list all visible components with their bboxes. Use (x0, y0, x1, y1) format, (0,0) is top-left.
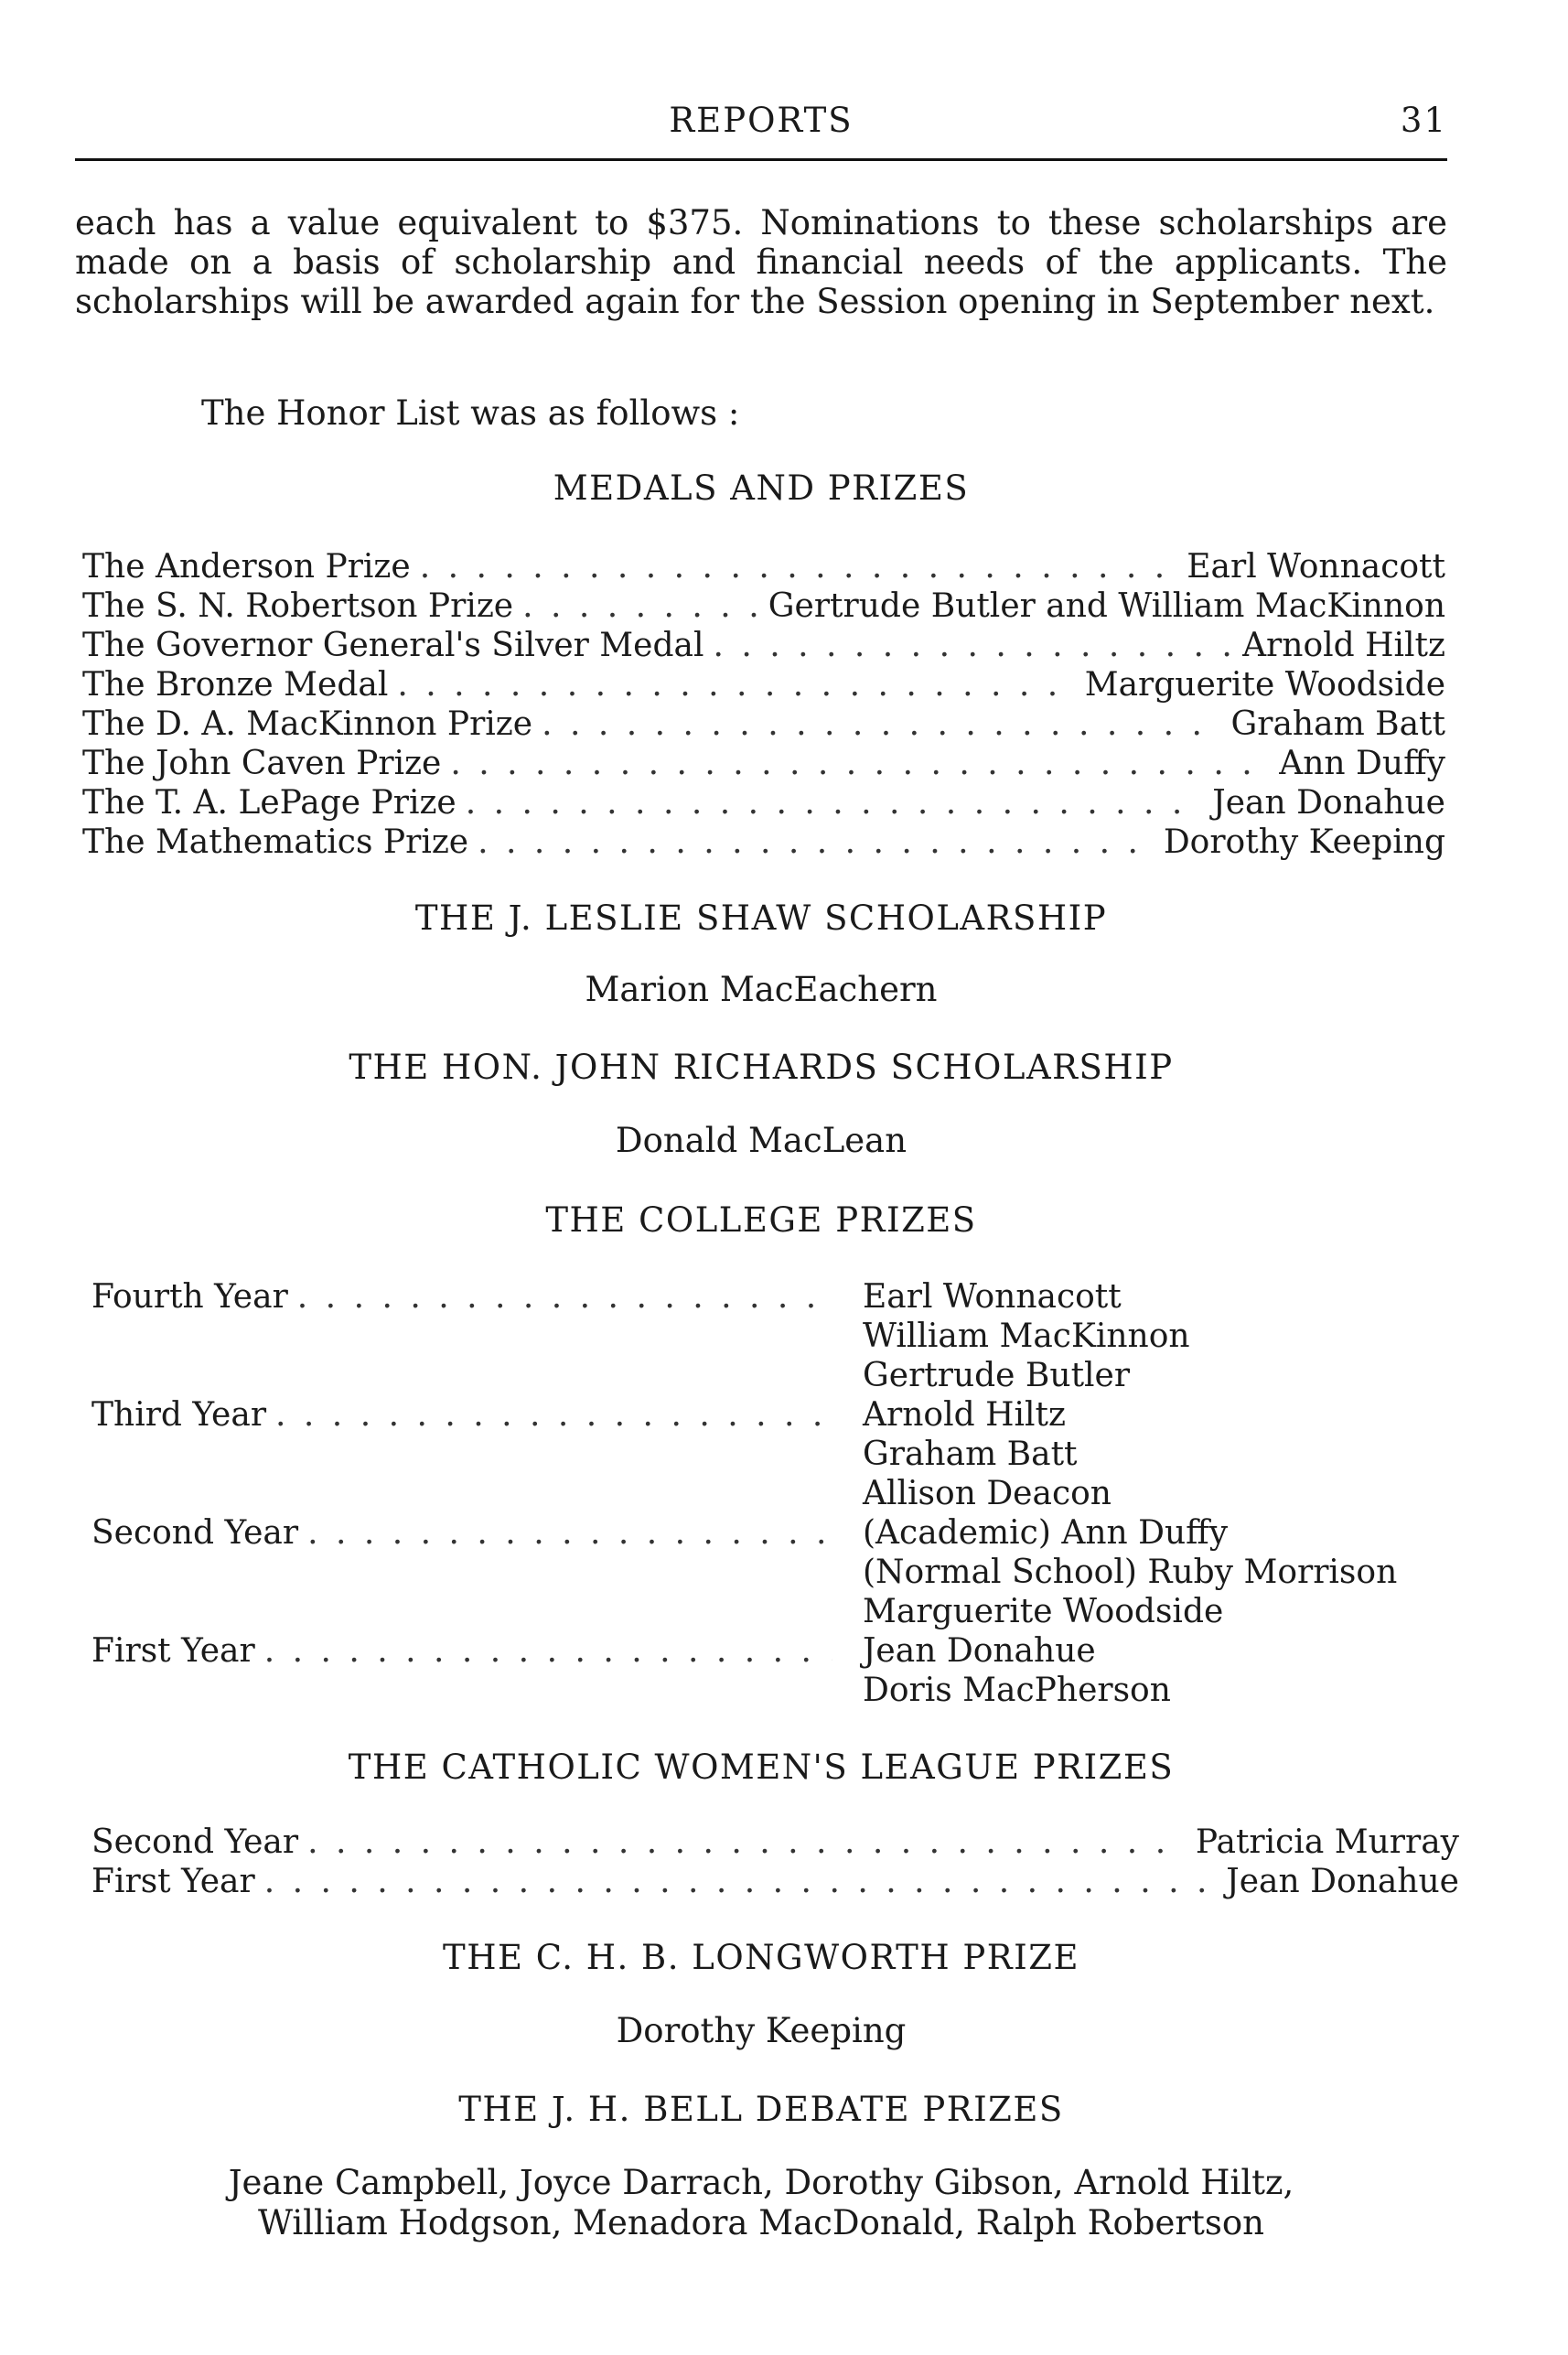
medal-row (82, 586, 1445, 626)
medal-row (82, 704, 1445, 744)
medal-winner: Dorothy Keeping (1163, 823, 1445, 861)
debate-heading: THE J. H. BELL DEBATE PRIZES (458, 2090, 1064, 2129)
shaw-winner: Marion MacEachern (585, 970, 938, 1009)
medal-label: The Anderson Prize (82, 548, 411, 586)
cwl-heading: THE CATHOLIC WOMEN'S LEAGUE PRIZES (348, 1747, 1175, 1787)
page-number: 31 (1400, 101, 1447, 140)
longworth-winner: Dorothy Keeping (616, 2011, 907, 2050)
college-winner: Gertrude Butler (863, 1357, 1131, 1394)
medal-row (82, 744, 1445, 783)
longworth-heading: THE C. H. B. LONGWORTH PRIZE (443, 1938, 1079, 1977)
college-winner: (Academic) Ann Duffy (863, 1514, 1229, 1552)
cwl-winner: Jean Donahue (1226, 1863, 1459, 1900)
shaw-heading: THE J. LESLIE SHAW SCHOLARSHIP (414, 898, 1108, 938)
year-label: Third Year (91, 1396, 267, 1434)
college-heading: THE COLLEGE PRIZES (545, 1200, 977, 1240)
college-winner: Graham Batt (863, 1436, 1078, 1473)
leader-dots (264, 1631, 832, 1671)
leader-dots (397, 665, 1075, 704)
leader-dots (420, 547, 1178, 586)
college-winner: Allison Deacon (863, 1475, 1112, 1512)
leader-dots (275, 1395, 832, 1435)
medal-label: The T. A. LePage Prize (82, 784, 456, 822)
debate-winners-line-1: Jeane Campbell, Joyce Darrach, Dorothy Gibson, Arnold Hiltz, (228, 2163, 1294, 2202)
college-winner: William MacKinnon (863, 1317, 1190, 1355)
leader-dots (542, 704, 1221, 744)
college-winner: Arnold Hiltz (863, 1396, 1066, 1434)
cwl-row (91, 1862, 1459, 1901)
college-winner: Marguerite Woodside (863, 1593, 1224, 1630)
medal-label: The John Caven Prize (82, 745, 442, 782)
leader-dots (297, 1277, 832, 1317)
college-winner: Earl Wonnacott (863, 1278, 1122, 1316)
leader-dots (466, 783, 1204, 823)
medal-winner: Graham Batt (1230, 705, 1445, 743)
medal-winner: Earl Wonnacott (1187, 548, 1445, 586)
college-year-row (91, 1395, 842, 1435)
medal-winner: Marguerite Woodside (1084, 666, 1445, 704)
medal-row (82, 626, 1445, 665)
medal-winner: Ann Duffy (1279, 745, 1445, 782)
header-rule (75, 158, 1447, 161)
running-head-title: REPORTS (669, 101, 854, 140)
year-label: First Year (91, 1632, 255, 1670)
leader-dots (307, 1513, 832, 1553)
college-winner: Doris MacPherson (863, 1672, 1171, 1709)
cwl-year-label: First Year (91, 1863, 255, 1900)
medal-row (82, 665, 1445, 704)
medal-label: The Governor General's Silver Medal (82, 627, 704, 664)
college-year-row (91, 1631, 842, 1671)
leader-dots (450, 744, 1270, 783)
medals-heading: MEDALS AND PRIZES (553, 468, 970, 508)
medal-row (82, 823, 1445, 862)
college-winner: Jean Donahue (863, 1632, 1096, 1670)
leader-dots (522, 586, 759, 626)
medal-winner: Gertrude Butler and William MacKinnon (768, 587, 1445, 625)
year-label: Second Year (91, 1514, 299, 1552)
cwl-row (91, 1823, 1459, 1862)
running-head (75, 101, 1447, 146)
medal-label: The S. N. Robertson Prize (82, 587, 514, 625)
medal-row (82, 783, 1445, 823)
leader-dots (713, 626, 1233, 665)
leader-dots (307, 1823, 1187, 1862)
cwl-winner: Patricia Murray (1195, 1823, 1459, 1861)
college-year-row (91, 1277, 842, 1317)
honor-list-intro: The Honor List was as follows : (201, 393, 740, 433)
college-year-row (91, 1513, 842, 1553)
debate-winners-line-2: William Hodgson, Menadora MacDonald, Ralph Robertson (257, 2203, 1265, 2242)
medal-label: The D. A. MacKinnon Prize (82, 705, 533, 743)
richards-heading: THE HON. JOHN RICHARDS SCHOLARSHIP (349, 1048, 1174, 1087)
college-winner: (Normal School) Ruby Morrison (863, 1554, 1398, 1591)
cwl-year-label: Second Year (91, 1823, 299, 1861)
medal-label: The Bronze Medal (82, 666, 389, 704)
medal-winner: Jean Donahue (1212, 784, 1445, 822)
medal-winner: Arnold Hiltz (1242, 627, 1445, 664)
leader-dots (478, 823, 1155, 862)
leader-dots (264, 1862, 1218, 1901)
richards-winner: Donald MacLean (615, 1121, 908, 1160)
intro-paragraph: each has a value equivalent to $375. Nominations to these scholarships are made on a basis of scholarship and financial needs of the applicants. The scholarships will be awarded again for the Session opening in September next. (75, 203, 1447, 321)
year-label: Fourth Year (91, 1278, 288, 1316)
medal-row (82, 547, 1445, 586)
medal-label: The Mathematics Prize (82, 823, 469, 861)
